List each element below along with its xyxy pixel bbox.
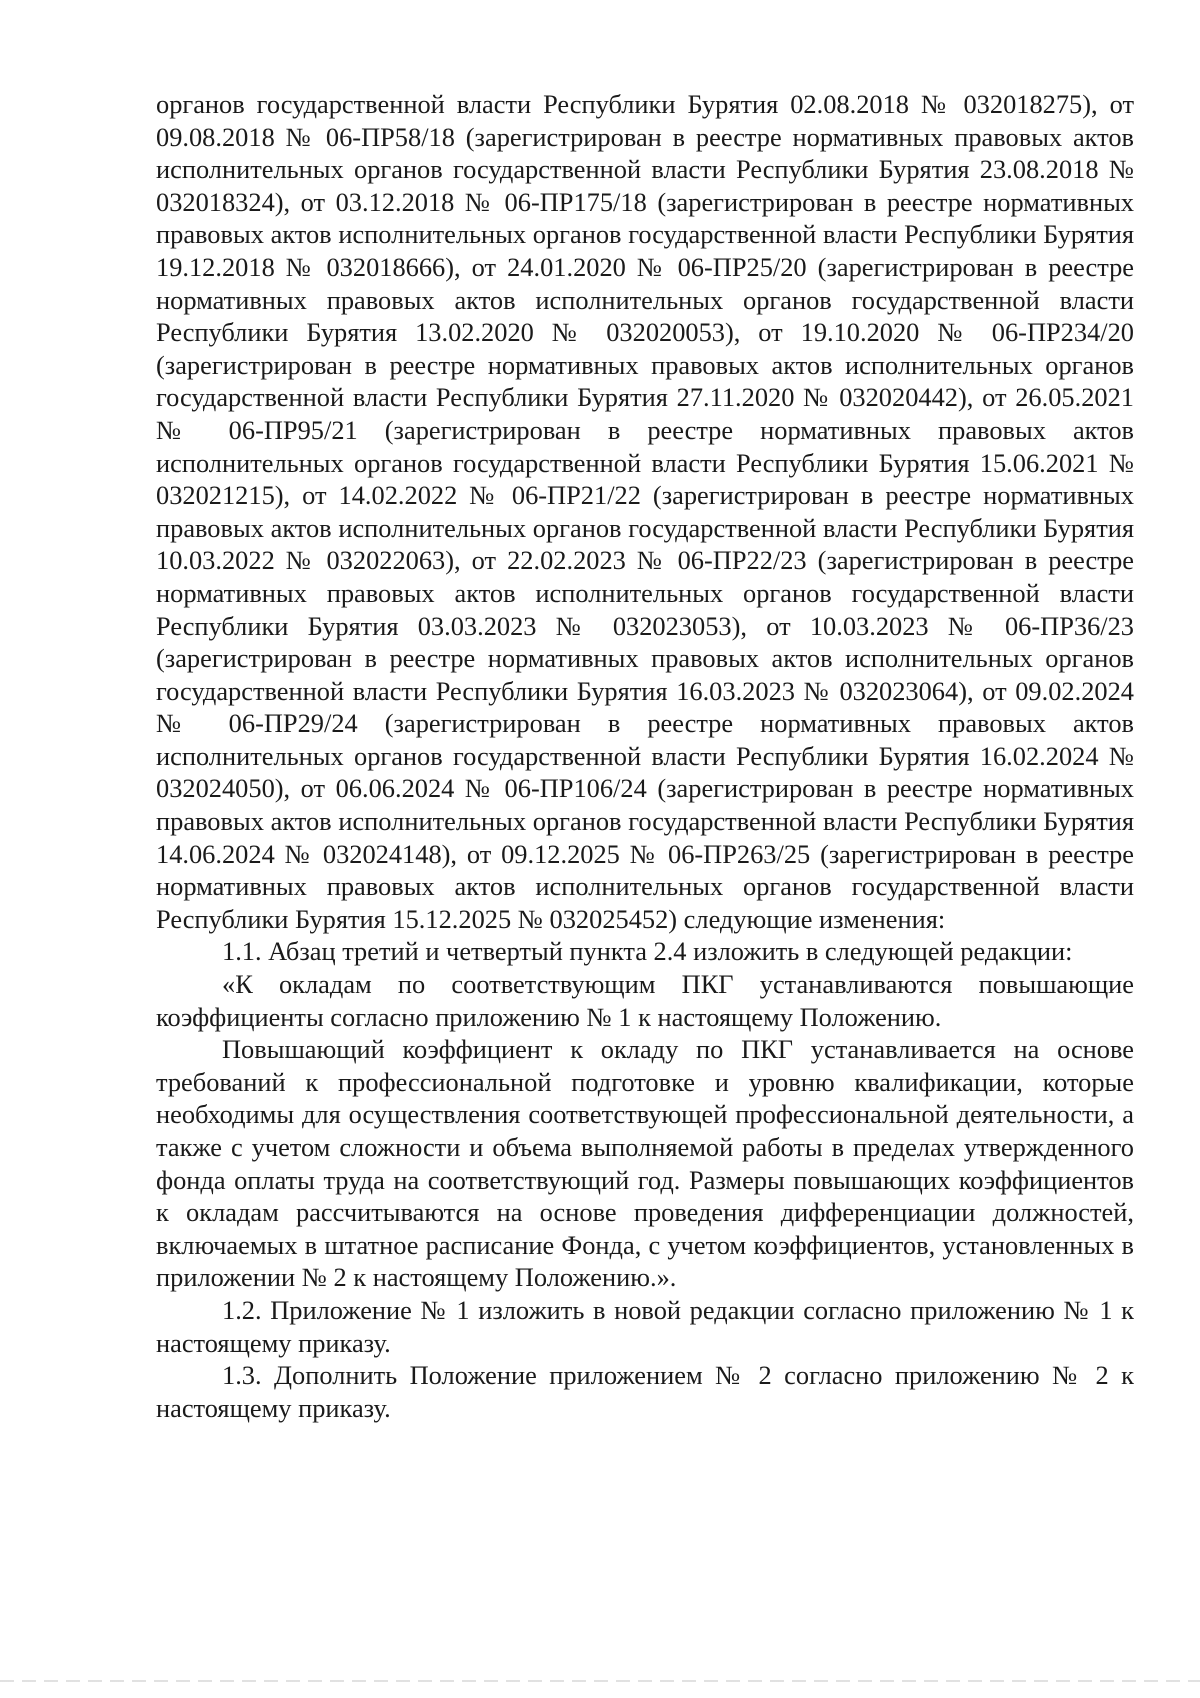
paragraph-item-1-2: 1.2. Приложение № 1 изложить в новой редакции согласно приложению № 1 к настоящему приказу.: [156, 1294, 1134, 1358]
document-body: [156, 88, 1134, 1424]
paragraph-quote-1: «К окладам по соответствующим ПКГ устанавливаются повышающие коэффициенты согласно приложению № 1 к настоящему Положению.: [156, 969, 1134, 1032]
paragraph-quote-2: Повышающий коэффициент к окладу по ПКГ устанавливается на основе требований к профессиональной подготовке и уровню квалификации, которые необходимы для осуществления соответствующей профессиональной деятельности, а также с учетом сложности и объема выполняемой работы в пределах утвержденного фонда оплаты труда на соответствующий год. Размеры повышающих коэффициентов к окладам рассчитываются на основе проведения дифференциации должностей, включаемых в штатное расписание Фонда, с учетом коэффициентов, установленных в приложении № 2 к настоящему Положению.».: [156, 1034, 1134, 1293]
paragraph-item-1-3: 1.3. Дополнить Положение приложением № 2 согласно приложению № 2 к настоящему приказу.: [156, 1360, 1134, 1423]
scan-edge-line: [0, 1680, 1200, 1682]
paragraph-item-1-1: 1.1. Абзац третий и четвертый пункта 2.4 изложить в следующей редакции:: [222, 936, 1073, 967]
paragraph-amendments-list: органов государственной власти Республики Бурятия 02.08.2018 № 032018275), от 09.08.2018 № 06-ПР58/18 (зарегистрирован в реестре нормативных правовых актов исполнительных органов государственной власти Республики Бурятия 23.08.2018 № 032018324), от 03.12.2018 № 06-ПР175/18 (зарегистрирован в реестре нормативных правовых актов исполнительных органов государственной власти Республики Бурятия 19.12.2018 № 032018666), от 24.01.2020 № 06-ПР25/20 (зарегистрирован в реестре нормативных правовых актов исполнительных органов государственной власти Республики Бурятия 13.02.2020 № 032020053), от 19.10.2020 № 06-ПР234/20 (зарегистрирован в реестре нормативных правовых актов исполнительных органов государственной власти Республики Бурятия 27.11.2020 № 032020442), от 26.05.2021 № 06-ПР95/21 (зарегистрирован в реестре нормативных правовых актов исполнительных органов государственной власти Республики Бурятия 15.06.2021 № 032021215), от 14.02.2022 № 06-ПР21/22 (зарегистрирован в реестре нормативных правовых актов исполнительных органов государственной власти Республики Бурятия 10.03.2022 № 032022063), от 22.02.2023 № 06-ПР22/23 (зарегистрирован в реестре нормативных правовых актов исполнительных органов государственной власти Республики Бурятия 03.03.2023 № 032023053), от 10.03.2023 № 06-ПР36/23 (зарегистрирован в реестре нормативных правовых актов исполнительных органов государственной власти Республики Бурятия 16.03.2023 № 032023064), от 09.02.2024 № 06-ПР29/24 (зарегистрирован в реестре нормативных правовых актов исполнительных органов государственной власти Республики Бурятия 16.02.2024 № 032024050), от 06.06.2024 № 06-ПР106/24 (зарегистрирован в реестре нормативных правовых актов исполнительных органов государственной власти Республики Бурятия 14.06.2024 № 032024148), от 09.12.2025 № 06-ПР263/25 (зарегистрирован в реестре нормативных правовых актов исполнительных органов государственной власти Республики Бурятия 15.12.2025 № 032025452) следующие изменения:: [156, 89, 1134, 934]
